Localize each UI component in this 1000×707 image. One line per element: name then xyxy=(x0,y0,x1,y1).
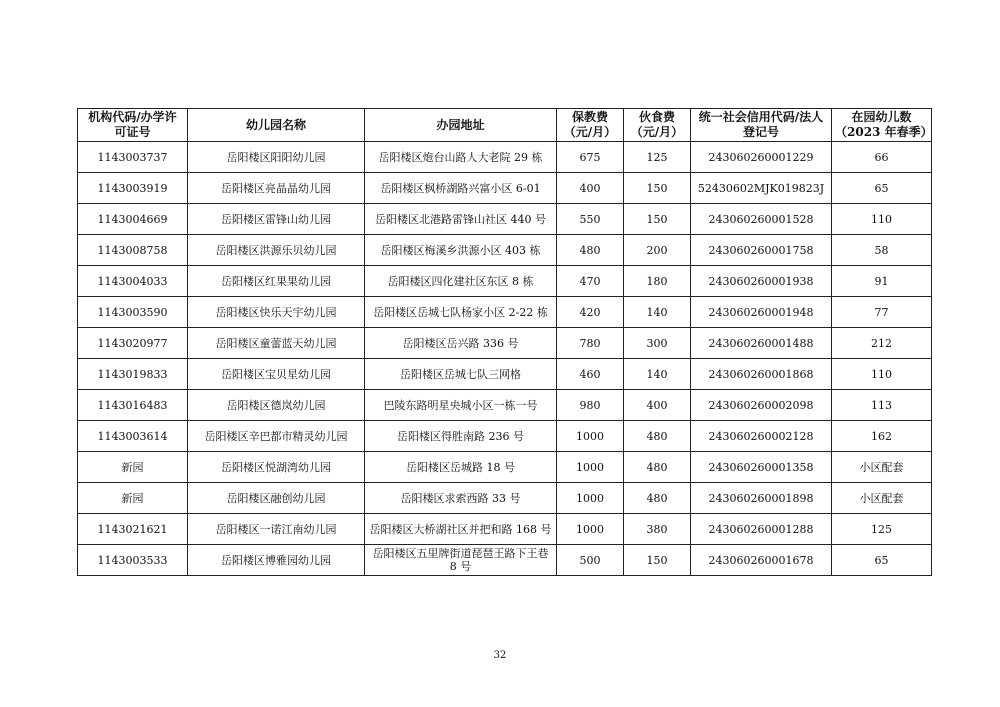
cell-enrollment: 113 xyxy=(832,390,932,421)
kindergarten-table xyxy=(77,108,932,576)
cell-enrollment: 66 xyxy=(832,142,932,173)
header-enrollment: 在园幼儿数 （2023 年春季） xyxy=(832,109,932,142)
cell-meal-fee: 150 xyxy=(624,204,691,235)
cell-license-code: 1143008758 xyxy=(78,235,188,266)
cell-kindergarten-name: 岳阳楼区融创幼儿园 xyxy=(188,483,365,514)
table-row xyxy=(78,142,932,173)
cell-meal-fee: 140 xyxy=(624,359,691,390)
header-license-code: 机构代码/办学许 可证号 xyxy=(78,109,188,142)
cell-license-code: 1143004033 xyxy=(78,266,188,297)
cell-enrollment: 110 xyxy=(832,204,932,235)
cell-tuition-fee: 980 xyxy=(557,390,624,421)
cell-license-code: 1143003919 xyxy=(78,173,188,204)
cell-license-code: 1143021621 xyxy=(78,514,188,545)
cell-kindergarten-name: 岳阳楼区洪源乐贝幼儿园 xyxy=(188,235,365,266)
cell-address: 岳阳楼区岳城七队杨家小区 2-22 栋 xyxy=(365,297,557,328)
cell-tuition-fee: 1000 xyxy=(557,514,624,545)
table-body xyxy=(78,142,932,576)
cell-meal-fee: 125 xyxy=(624,142,691,173)
cell-enrollment: 212 xyxy=(832,328,932,359)
cell-enrollment: 58 xyxy=(832,235,932,266)
cell-enrollment: 91 xyxy=(832,266,932,297)
cell-meal-fee: 480 xyxy=(624,483,691,514)
cell-meal-fee: 480 xyxy=(624,421,691,452)
cell-credit-code: 243060260001678 xyxy=(691,545,832,576)
cell-meal-fee: 150 xyxy=(624,173,691,204)
cell-address: 巴陵东路明星央城小区一栋一号 xyxy=(365,390,557,421)
cell-credit-code: 243060260001528 xyxy=(691,204,832,235)
cell-address: 岳阳楼区岳城路 18 号 xyxy=(365,452,557,483)
cell-meal-fee: 300 xyxy=(624,328,691,359)
cell-tuition-fee: 460 xyxy=(557,359,624,390)
table-row xyxy=(78,545,932,576)
cell-kindergarten-name: 岳阳楼区悦湖湾幼儿园 xyxy=(188,452,365,483)
cell-license-code: 1143003614 xyxy=(78,421,188,452)
cell-kindergarten-name: 岳阳楼区亮晶晶幼儿园 xyxy=(188,173,365,204)
cell-kindergarten-name: 岳阳楼区辛巴都市精灵幼儿园 xyxy=(188,421,365,452)
cell-meal-fee: 200 xyxy=(624,235,691,266)
cell-enrollment: 77 xyxy=(832,297,932,328)
cell-tuition-fee: 550 xyxy=(557,204,624,235)
cell-meal-fee: 480 xyxy=(624,452,691,483)
cell-address: 岳阳楼区岳城七队三网格 xyxy=(365,359,557,390)
cell-credit-code: 243060260001948 xyxy=(691,297,832,328)
cell-address: 岳阳楼区大桥湖社区并把和路 168 号 xyxy=(365,514,557,545)
cell-tuition-fee: 1000 xyxy=(557,452,624,483)
cell-credit-code: 243060260002098 xyxy=(691,390,832,421)
cell-tuition-fee: 470 xyxy=(557,266,624,297)
cell-address: 岳阳楼区北港路雷锋山社区 440 号 xyxy=(365,204,557,235)
cell-kindergarten-name: 岳阳楼区一诺江南幼儿园 xyxy=(188,514,365,545)
cell-license-code: 新园 xyxy=(78,483,188,514)
cell-license-code: 1143019833 xyxy=(78,359,188,390)
cell-tuition-fee: 780 xyxy=(557,328,624,359)
cell-meal-fee: 180 xyxy=(624,266,691,297)
cell-tuition-fee: 500 xyxy=(557,545,624,576)
table-row xyxy=(78,452,932,483)
header-kindergarten-name: 幼儿园名称 xyxy=(188,109,365,142)
table-row xyxy=(78,390,932,421)
page-number: 32 xyxy=(493,650,507,661)
cell-address: 岳阳楼区梅溪乡洪源小区 403 栋 xyxy=(365,235,557,266)
cell-license-code: 1143004669 xyxy=(78,204,188,235)
cell-enrollment: 65 xyxy=(832,173,932,204)
cell-address: 岳阳楼区得胜南路 236 号 xyxy=(365,421,557,452)
cell-tuition-fee: 420 xyxy=(557,297,624,328)
cell-enrollment: 110 xyxy=(832,359,932,390)
cell-credit-code: 243060260001488 xyxy=(691,328,832,359)
cell-enrollment: 小区配套 xyxy=(832,483,932,514)
cell-license-code: 1143003590 xyxy=(78,297,188,328)
cell-kindergarten-name: 岳阳楼区红果果幼儿园 xyxy=(188,266,365,297)
cell-meal-fee: 140 xyxy=(624,297,691,328)
header-address: 办园地址 xyxy=(365,109,557,142)
cell-tuition-fee: 480 xyxy=(557,235,624,266)
table-row xyxy=(78,266,932,297)
cell-credit-code: 52430602MJK019823J xyxy=(691,173,832,204)
table-row xyxy=(78,359,932,390)
cell-address: 岳阳楼区岳兴路 336 号 xyxy=(365,328,557,359)
cell-enrollment: 162 xyxy=(832,421,932,452)
table-row xyxy=(78,297,932,328)
cell-address: 岳阳楼区四化建社区东区 8 栋 xyxy=(365,266,557,297)
cell-enrollment: 65 xyxy=(832,545,932,576)
cell-enrollment: 125 xyxy=(832,514,932,545)
table-row xyxy=(78,483,932,514)
cell-credit-code: 243060260001898 xyxy=(691,483,832,514)
table-row xyxy=(78,328,932,359)
cell-credit-code: 243060260001358 xyxy=(691,452,832,483)
cell-meal-fee: 150 xyxy=(624,545,691,576)
cell-tuition-fee: 400 xyxy=(557,173,624,204)
cell-address: 岳阳楼区求索西路 33 号 xyxy=(365,483,557,514)
cell-license-code: 新园 xyxy=(78,452,188,483)
cell-kindergarten-name: 岳阳楼区快乐天宇幼儿园 xyxy=(188,297,365,328)
cell-kindergarten-name: 岳阳楼区童蕾蓝天幼儿园 xyxy=(188,328,365,359)
cell-tuition-fee: 1000 xyxy=(557,421,624,452)
header-credit-code: 统一社会信用代码/法人 登记号 xyxy=(691,109,832,142)
cell-kindergarten-name: 岳阳楼区雷锋山幼儿园 xyxy=(188,204,365,235)
cell-kindergarten-name: 岳阳楼区德岚幼儿园 xyxy=(188,390,365,421)
cell-credit-code: 243060260001868 xyxy=(691,359,832,390)
header-tuition-fee: 保教费 （元/月） xyxy=(557,109,624,142)
cell-license-code: 1143003533 xyxy=(78,545,188,576)
cell-address: 岳阳楼区五里牌街道琵琶王路下王巷 8 号 xyxy=(365,545,557,576)
cell-license-code: 1143020977 xyxy=(78,328,188,359)
cell-credit-code: 243060260001288 xyxy=(691,514,832,545)
table-row xyxy=(78,514,932,545)
cell-meal-fee: 400 xyxy=(624,390,691,421)
header-meal-fee: 伙食费 （元/月） xyxy=(624,109,691,142)
cell-tuition-fee: 1000 xyxy=(557,483,624,514)
cell-tuition-fee: 675 xyxy=(557,142,624,173)
table-row xyxy=(78,204,932,235)
table-header-row xyxy=(78,109,932,142)
cell-kindergarten-name: 岳阳楼区宝贝星幼儿园 xyxy=(188,359,365,390)
table-row xyxy=(78,235,932,266)
cell-license-code: 1143016483 xyxy=(78,390,188,421)
cell-credit-code: 243060260001938 xyxy=(691,266,832,297)
cell-kindergarten-name: 岳阳楼区博雅园幼儿园 xyxy=(188,545,365,576)
cell-credit-code: 243060260002128 xyxy=(691,421,832,452)
cell-credit-code: 243060260001758 xyxy=(691,235,832,266)
cell-meal-fee: 380 xyxy=(624,514,691,545)
cell-kindergarten-name: 岳阳楼区阳阳幼儿园 xyxy=(188,142,365,173)
cell-address: 岳阳楼区枫桥湖路兴富小区 6-01 xyxy=(365,173,557,204)
table-row xyxy=(78,173,932,204)
cell-credit-code: 243060260001229 xyxy=(691,142,832,173)
cell-address: 岳阳楼区炮台山路人大老院 29 栋 xyxy=(365,142,557,173)
table-row xyxy=(78,421,932,452)
cell-enrollment: 小区配套 xyxy=(832,452,932,483)
cell-license-code: 1143003737 xyxy=(78,142,188,173)
